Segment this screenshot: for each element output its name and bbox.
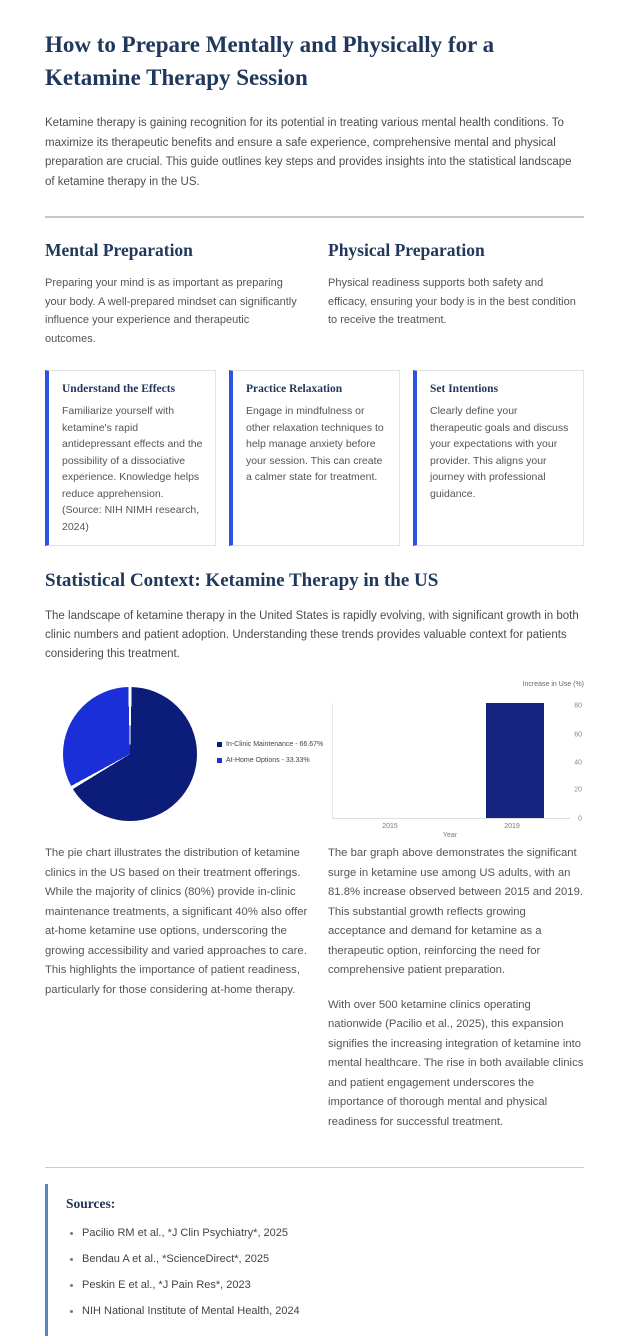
bar-caption: The bar graph above demonstrates the significant surge in ketamine use among US adults, with an 81.8% increase observed between 2015 and 2019. This substantial growth reflects growing acceptance and demand for ketamine as a therapeutic option, reinforcing the need for comprehensive patient preparation. — [328, 847, 583, 976]
mental-preparation-heading: Mental Preparation — [45, 240, 193, 260]
pie-chart — [45, 674, 330, 840]
legend-swatch-navy — [217, 742, 222, 747]
legend-swatch-blue — [217, 758, 222, 763]
ytick-40: 40 — [574, 759, 582, 767]
source-item: • Pacilio RM et al., *J Clin Psychiatry*, 2025 — [82, 1226, 584, 1241]
card-set-intentions — [413, 370, 584, 546]
legend-label: At-Home Options - 33.33% — [226, 757, 310, 764]
bar-caption-column — [328, 844, 585, 1147]
sources-list — [66, 1226, 584, 1319]
chart-caption-columns — [45, 844, 584, 1147]
source-item: • Peskin E et al., *J Pain Res*, 2023 — [82, 1278, 584, 1293]
card-understand-effects — [45, 370, 216, 546]
preparation-columns — [45, 240, 584, 348]
pie-caption-column — [45, 844, 313, 1147]
sources-heading: Sources: — [66, 1196, 116, 1211]
sources-divider — [45, 1167, 584, 1168]
card-body: Engage in mindfulness or other relaxation techniques to help manage anxiety before your session. This can create a calmer state for treatment. — [246, 405, 384, 483]
bar-chart-title: Increase in Use (%) — [522, 681, 584, 688]
section-divider — [45, 216, 584, 218]
bar-chart — [330, 674, 584, 840]
ytick-0: 0 — [578, 815, 582, 823]
legend-label: In-Clinic Maintenance - 66.67% — [226, 741, 324, 748]
bar-2019 — [486, 703, 544, 818]
source-item: • NIH National Institute of Mental Health, 2024 — [82, 1304, 584, 1319]
statistical-context-intro: The landscape of ketamine therapy in the United States is rapidly evolving, with significant growth in both clinic numbers and patient adoption. Understanding these trends provides valuable context for patients considering this treatment. — [45, 610, 579, 660]
xcat-2019: 2019 — [504, 823, 520, 830]
bar-chart-plot — [332, 703, 570, 819]
tip-cards-row — [45, 370, 584, 546]
statistical-context-heading: Statistical Context: Ketamine Therapy in the US — [45, 570, 439, 591]
bar-chart-xaxis-label: Year — [442, 832, 458, 839]
card-title: Set Intentions — [430, 383, 499, 395]
mental-preparation-column — [45, 240, 300, 348]
pie-caption: The pie chart illustrates the distribution of ketamine clinics in the US based on their treatment offerings. While the majority of clinics (80%) provide in-clinic maintenance treatments, a significant 40% also offer at-home ketamine use options, underscoring the growing accessibility and varied approaches to care. This highlights the importance of patient readiness, particularly for those considering at-home therapy. — [45, 847, 308, 996]
closing-paragraph: With over 500 ketamine clinics operating nationwide (Pacilio et al., 2025), this expansion signifies the increasing integration of ketamine into mental healthcare. The rise in both available clinics and patient engagement underscores the importance of thorough mental and physical readiness for successful treatment. — [328, 998, 584, 1128]
ytick-20: 20 — [574, 786, 582, 794]
ytick-80: 80 — [574, 702, 582, 710]
physical-preparation-heading: Physical Preparation — [328, 240, 485, 260]
charts-row — [45, 674, 584, 840]
card-body: Familiarize yourself with ketamine's rapid antidepressant effects and the possibility of a dissociative experience. Knowledge helps reduce apprehension. (Source: NIH NIMH research, 2024) — [62, 405, 203, 533]
card-title: Understand the Effects — [62, 383, 176, 395]
legend-item-in-clinic — [217, 741, 323, 748]
intro-paragraph: Ketamine therapy is gaining recognition for its potential in treating various mental health conditions. To maximize its therapeutic benefits and ensure a safe experience, comprehensive mental and physical preparation are crucial. This guide outlines key steps and provides insights into the statistical landscape of ketamine therapy in the US. — [45, 117, 572, 188]
ytick-60: 60 — [574, 731, 582, 739]
sources-section — [45, 1184, 584, 1336]
pie-chart-legend — [217, 741, 323, 773]
xcat-2015: 2015 — [382, 823, 398, 830]
card-body: Clearly define your therapeutic goals and discuss your expectations with your provider. This aligns your journey with professional guidance. — [430, 405, 569, 500]
card-title: Practice Relaxation — [246, 383, 343, 395]
physical-preparation-body: Physical readiness supports both safety and efficacy, ensuring your body is in the best condition to receive the treatment. — [328, 277, 576, 326]
legend-item-at-home — [217, 757, 323, 764]
pie-chart-graphic — [63, 687, 197, 821]
physical-preparation-column — [328, 240, 585, 348]
card-practice-relaxation — [229, 370, 400, 546]
mental-preparation-body: Preparing your mind is as important as preparing your body. A well-prepared mindset can significantly influence your experience and therapeutic outcomes. — [45, 277, 297, 345]
page-title: How to Prepare Mentally and Physically for a Ketamine Therapy Session — [45, 32, 495, 90]
source-item: • Bendau A et al., *ScienceDirect*, 2025 — [82, 1252, 584, 1267]
